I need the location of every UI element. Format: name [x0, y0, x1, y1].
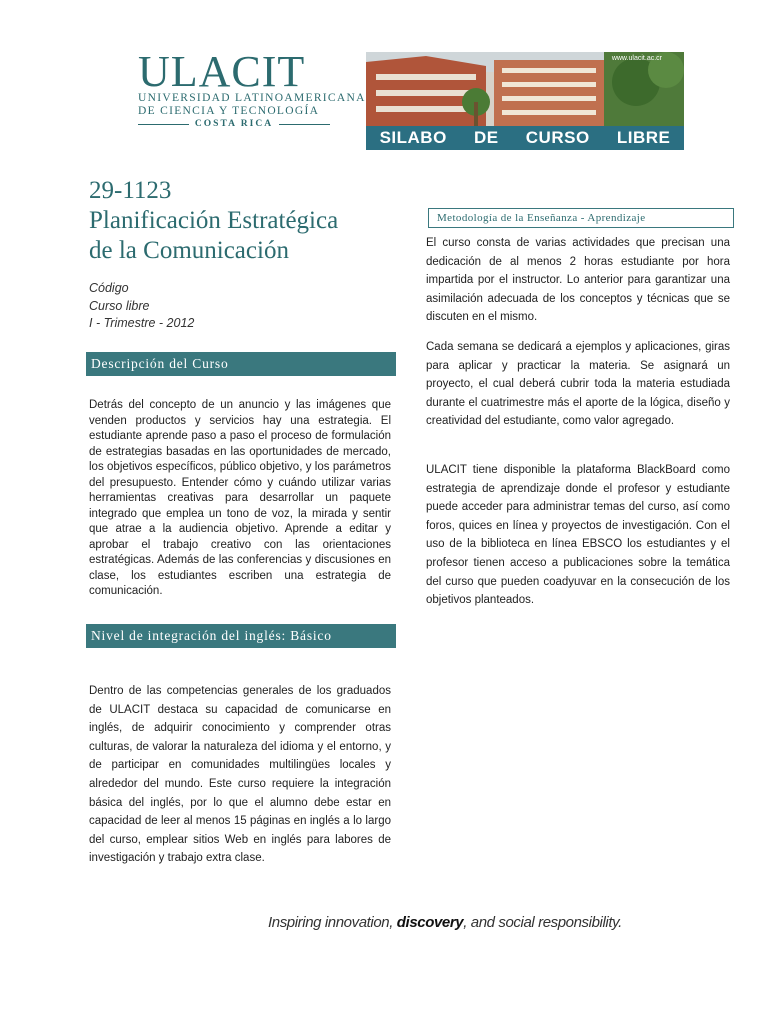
ulacit-logo	[138, 47, 366, 131]
banner-url: www.ulacit.ac.cr	[611, 55, 662, 62]
banner-word: LIBRE	[616, 128, 671, 147]
banner-word: DE	[473, 128, 499, 147]
methodology-paragraph-2: Cada semana se dedicará a ejemplos y aplicaciones, giras para aplicar y practicar la materia. Se asignará un proyecto, el cual deberá cubrir toda la materia estudiada durante el cuatrimestre más el aporte de la lógica, diseño y creatividad del estudiante, como valor agregado.	[426, 341, 730, 428]
banner-title-bar	[366, 126, 684, 150]
tagline-part-1: Inspiring innovation,	[268, 914, 397, 931]
logo-rule-left	[138, 124, 189, 125]
english-text: Dentro de las competencias generales de los graduados de ULACIT destaca su capacidad de comunicarse en inglés, de adquirir conocimiento y comprender otras culturas, de valorar la naturaleza del idioma y el entorno, y de participar en comunidades multilingües locales y alrededor del mundo. Este curso requiere la integración básica del inglés, por lo que el alumno debe estar en capacidad de leer al menos 15 páginas en inglés a lo largo del curso, emplear sitios Web en inglés para labores de investigación y trabajo extra clase.	[89, 685, 391, 865]
campus-photo	[366, 52, 684, 126]
section-heading-description: Descripción del Curso	[86, 352, 396, 376]
footer-tagline	[268, 914, 622, 931]
logo-rule-right	[279, 124, 330, 125]
tagline-part-2: , and social responsibility.	[463, 914, 622, 931]
banner-word: CURSO	[525, 128, 590, 147]
logo-country-row	[138, 118, 330, 131]
methodology-paragraph-3: ULACIT tiene disponible la plataforma BlackBoard como estrategia de aprendizaje donde el profesor y estudiante puede acceder para administrar temas del curso, así como foros, quices en línea y proyectos de investigación. Con el uso de la biblioteca en línea EBSCO los estudiantes y el profesor tienen acceso a publicaciones sobre la temática del curso que pueden coadyuvar en la consecución de los objetivos planteados.	[426, 464, 730, 607]
banner-word: SILABO	[379, 128, 447, 147]
course-meta	[89, 280, 389, 333]
course-title-line-1: Planificación Estratégica	[89, 207, 339, 234]
logo-wordmark: ULACIT	[138, 47, 306, 96]
course-code-number: 29-1123	[89, 177, 172, 204]
campus-banner	[366, 52, 684, 150]
section-heading-english: Nivel de integración del inglés: Básico	[86, 624, 396, 648]
course-title-block	[89, 176, 409, 266]
description-text: Detrás del concepto de un anuncio y las imágenes que venden productos y servicios hay una estrategia. El estudiante aprende paso a paso el proceso de formulación de estrategias basadas en las oportunidades de mercado, los objetivos específicos, público objetivo, y los parámetros del presupuesto. Entender cómo y cuándo utilizar varias herramientas creativas para desarrollar un paquete integrado que emplea un tono de voz, la mirada y sentir que atrae a la audiencia objetivo. Aprende a editar y aprobar el trabajo creativo con las orientaciones estratégicas. Además de las conferencias y discusiones en clase, los estudiantes escriben una estrategia de comunicación.	[89, 399, 391, 597]
section-heading-methodology: Metodología de la Enseñanza - Aprendizaje	[428, 208, 734, 228]
methodology-paragraph-1: El curso consta de varias actividades que precisan una dedicación de al menos 2 horas estudiante por hora impartida por el instructor. Lo anterior para garantizar una asimilación adecuada de los conceptos y técnicas que se discuten en el mismo.	[426, 237, 730, 324]
course-meta-type: Curso libre	[89, 298, 150, 313]
course-title-line-2: de la Comunicación	[89, 237, 289, 264]
logo-country: COSTA RICA	[194, 119, 274, 129]
logo-line-2: DE CIENCIA Y TECNOLOGÍA	[138, 105, 320, 117]
course-meta-code: Código	[89, 281, 129, 295]
course-meta-term: I - Trimestre - 2012	[89, 316, 195, 330]
logo-line-1: UNIVERSIDAD LATINOAMERICANA	[138, 92, 366, 104]
tagline-bold: discovery	[396, 914, 464, 931]
